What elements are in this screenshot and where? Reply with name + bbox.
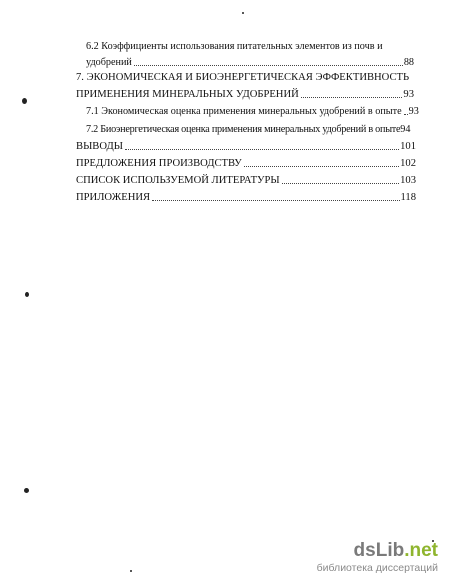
toc-item-label: ВЫВОДЫ [76, 141, 123, 152]
toc-section-7-line1: 7. ЭКОНОМИЧЕСКАЯ И БИОЭНЕРГЕТИЧЕСКАЯ ЭФФЕКТИВНОСТЬ [76, 72, 410, 83]
toc-conclusions[interactable] [76, 141, 416, 152]
scan-speck [130, 570, 132, 572]
watermark-logo-part1: dsLib [353, 540, 405, 561]
toc-item-7-1[interactable] [86, 106, 419, 117]
toc-item-label: 7.1 Экономическая оценка применения минеральных удобрений в опыте [86, 106, 402, 117]
toc-page-number: 93 [403, 89, 414, 100]
watermark-subtitle: библиотека диссертаций [316, 562, 438, 574]
scan-speck [22, 98, 27, 104]
toc-page-number: 101 [400, 141, 416, 152]
scan-speck [25, 292, 29, 297]
scan-speck [242, 12, 244, 14]
toc-section-7-line2: ПРИМЕНЕНИЯ МИНЕРАЛЬНЫХ УДОБРЕНИЙ [76, 89, 299, 100]
dot-leader [301, 96, 403, 98]
watermark-logo [317, 541, 438, 561]
toc-item-6-2[interactable] [86, 57, 414, 68]
toc-page-number: 103 [400, 175, 416, 186]
toc-page-number: 93 [408, 106, 419, 117]
toc-appendices[interactable] [76, 192, 416, 203]
toc-item-label: СПИСОК ИСПОЛЬЗУЕМОЙ ЛИТЕРАТУРЫ [76, 175, 280, 186]
toc-page-number: 94 [400, 124, 411, 135]
toc-page-number: 118 [400, 192, 416, 203]
toc-references[interactable] [76, 175, 416, 186]
watermark [317, 541, 438, 574]
toc-page-number: 102 [400, 158, 416, 169]
dot-leader [152, 199, 399, 201]
dot-leader [404, 113, 408, 115]
watermark-logo-part2: .net [404, 540, 438, 561]
toc-item-label: ПРИЛОЖЕНИЯ [76, 192, 151, 203]
scan-speck [24, 488, 29, 493]
toc-page-number: 88 [403, 57, 414, 68]
toc-item-6-2-line2: удобрений [86, 57, 132, 68]
toc-proposals[interactable] [76, 158, 416, 169]
toc-item-label: ПРЕДЛОЖЕНИЯ ПРОИЗВОДСТВУ [76, 158, 242, 169]
dot-leader [244, 165, 399, 167]
dot-leader [134, 64, 403, 66]
dot-leader [125, 148, 399, 150]
toc-item-7-2[interactable] [86, 124, 416, 135]
dot-leader [282, 182, 399, 184]
toc-section-7[interactable] [76, 89, 414, 100]
toc-item-label: 7.2 Биоэнергетическая оценка применения минеральных удобрений в опыте [86, 124, 401, 135]
toc-item-6-2-line1: 6.2 Коэффициенты использования питательных элементов из почв и [86, 41, 383, 52]
